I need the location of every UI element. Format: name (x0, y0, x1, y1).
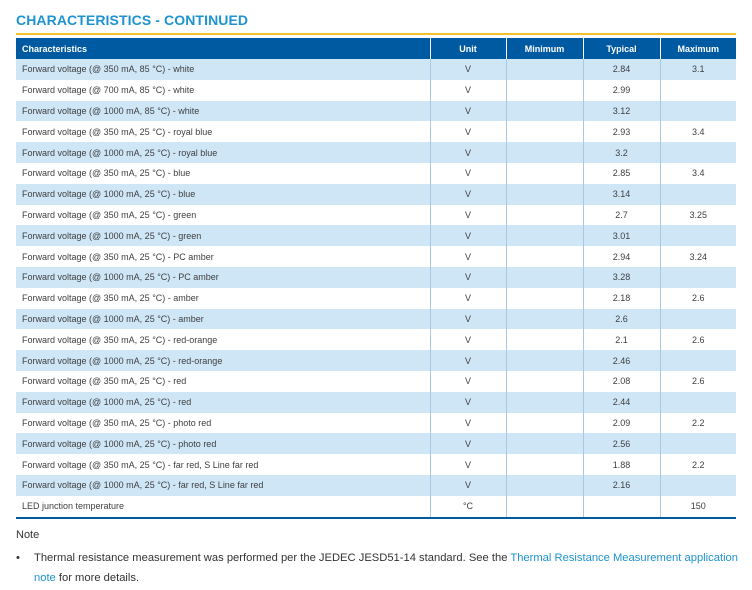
table-row (16, 413, 736, 434)
cell-minimum (506, 288, 583, 309)
header-minimum: Minimum (506, 38, 583, 59)
cell-maximum (660, 101, 736, 122)
cell-minimum (506, 163, 583, 184)
table-row (16, 101, 736, 122)
table-row (16, 59, 736, 80)
cell-unit: V (430, 267, 506, 288)
bullet-icon: • (16, 552, 20, 564)
cell-minimum (506, 496, 583, 518)
cell-typical: 2.99 (583, 80, 660, 101)
cell-maximum: 150 (660, 496, 736, 518)
table-row (16, 329, 736, 350)
cell-maximum (660, 184, 736, 205)
cell-minimum (506, 329, 583, 350)
cell-typical: 3.28 (583, 267, 660, 288)
cell-characteristic: Forward voltage (@ 350 mA, 25 °C) - red-orange (16, 329, 430, 350)
cell-unit: V (430, 329, 506, 350)
cell-typical: 2.85 (583, 163, 660, 184)
note-text-before: Thermal resistance measurement was performed per the JEDEC JESD51-14 standard. See the (34, 552, 511, 564)
cell-maximum (660, 142, 736, 163)
table-row (16, 246, 736, 267)
cell-typical: 2.93 (583, 121, 660, 142)
cell-maximum (660, 309, 736, 330)
table-row (16, 267, 736, 288)
cell-characteristic: Forward voltage (@ 350 mA, 25 °C) - far red, S Line far red (16, 454, 430, 475)
cell-maximum (660, 267, 736, 288)
cell-unit: V (430, 184, 506, 205)
cell-unit: V (430, 371, 506, 392)
cell-unit: V (430, 288, 506, 309)
cell-unit: V (430, 225, 506, 246)
cell-characteristic: Forward voltage (@ 350 mA, 25 °C) - green (16, 205, 430, 226)
cell-minimum (506, 101, 583, 122)
cell-unit: V (430, 350, 506, 371)
cell-minimum (506, 246, 583, 267)
header-characteristics: Characteristics (16, 38, 430, 59)
table-row (16, 288, 736, 309)
cell-unit: V (430, 246, 506, 267)
cell-characteristic: Forward voltage (@ 1000 mA, 25 °C) - PC amber (16, 267, 430, 288)
cell-unit: V (430, 80, 506, 101)
cell-characteristic: LED junction temperature (16, 496, 430, 518)
cell-unit: V (430, 454, 506, 475)
table-row (16, 454, 736, 475)
cell-minimum (506, 371, 583, 392)
cell-typical (583, 496, 660, 518)
cell-characteristic: Forward voltage (@ 1000 mA, 25 °C) - red-orange (16, 350, 430, 371)
table-row (16, 184, 736, 205)
cell-typical: 3.01 (583, 225, 660, 246)
cell-characteristic: Forward voltage (@ 1000 mA, 85 °C) - white (16, 101, 430, 122)
cell-characteristic: Forward voltage (@ 350 mA, 25 °C) - blue (16, 163, 430, 184)
cell-characteristic: Forward voltage (@ 350 mA, 85 °C) - white (16, 59, 430, 80)
table-row (16, 433, 736, 454)
table-row (16, 475, 736, 496)
cell-maximum: 3.25 (660, 205, 736, 226)
cell-characteristic: Forward voltage (@ 1000 mA, 25 °C) - blue (16, 184, 430, 205)
cell-characteristic: Forward voltage (@ 1000 mA, 25 °C) - red (16, 392, 430, 413)
cell-typical: 3.2 (583, 142, 660, 163)
cell-typical: 3.14 (583, 184, 660, 205)
cell-maximum (660, 475, 736, 496)
cell-typical: 3.12 (583, 101, 660, 122)
header-typical: Typical (583, 38, 660, 59)
cell-characteristic: Forward voltage (@ 350 mA, 25 °C) - PC amber (16, 246, 430, 267)
table-row (16, 225, 736, 246)
cell-minimum (506, 392, 583, 413)
cell-maximum: 3.1 (660, 59, 736, 80)
cell-typical: 1.88 (583, 454, 660, 475)
cell-typical: 2.84 (583, 59, 660, 80)
cell-minimum (506, 80, 583, 101)
section-title: CHARACTERISTICS - CONTINUED (16, 12, 249, 28)
table-row (16, 142, 736, 163)
cell-minimum (506, 309, 583, 330)
cell-maximum (660, 350, 736, 371)
cell-unit: V (430, 163, 506, 184)
table-row (16, 392, 736, 413)
title-divider (16, 33, 736, 35)
cell-maximum: 2.6 (660, 371, 736, 392)
cell-unit: V (430, 392, 506, 413)
table-row (16, 350, 736, 371)
cell-maximum: 2.2 (660, 413, 736, 434)
cell-characteristic: Forward voltage (@ 1000 mA, 25 °C) - amber (16, 309, 430, 330)
cell-characteristic: Forward voltage (@ 350 mA, 25 °C) - royal blue (16, 121, 430, 142)
cell-maximum: 3.4 (660, 163, 736, 184)
cell-unit: V (430, 475, 506, 496)
table-row (16, 121, 736, 142)
cell-minimum (506, 142, 583, 163)
cell-unit: V (430, 142, 506, 163)
cell-characteristic: Forward voltage (@ 350 mA, 25 °C) - amber (16, 288, 430, 309)
cell-typical: 2.94 (583, 246, 660, 267)
cell-characteristic: Forward voltage (@ 350 mA, 25 °C) - photo red (16, 413, 430, 434)
cell-maximum: 2.6 (660, 329, 736, 350)
thermal-resistance-link[interactable]: Thermal Resistance Measurement application note (34, 552, 739, 584)
table-header-row (16, 38, 736, 59)
note-text (34, 548, 738, 588)
cell-minimum (506, 267, 583, 288)
cell-typical: 2.1 (583, 329, 660, 350)
cell-minimum (506, 121, 583, 142)
cell-minimum (506, 225, 583, 246)
cell-maximum (660, 225, 736, 246)
table-row (16, 309, 736, 330)
table-body (16, 59, 736, 518)
table-row (16, 496, 736, 518)
cell-maximum: 2.6 (660, 288, 736, 309)
cell-maximum: 2.2 (660, 454, 736, 475)
header-unit: Unit (430, 38, 506, 59)
table-row (16, 205, 736, 226)
cell-typical: 2.44 (583, 392, 660, 413)
note-heading: Note (16, 529, 40, 541)
cell-minimum (506, 475, 583, 496)
cell-typical: 2.16 (583, 475, 660, 496)
cell-characteristic: Forward voltage (@ 1000 mA, 25 °C) - far red, S Line far red (16, 475, 430, 496)
cell-typical: 2.56 (583, 433, 660, 454)
cell-unit: °C (430, 496, 506, 518)
cell-maximum (660, 80, 736, 101)
cell-characteristic: Forward voltage (@ 1000 mA, 25 °C) - royal blue (16, 142, 430, 163)
cell-unit: V (430, 205, 506, 226)
cell-minimum (506, 433, 583, 454)
header-maximum: Maximum (660, 38, 736, 59)
cell-characteristic: Forward voltage (@ 350 mA, 25 °C) - red (16, 371, 430, 392)
cell-minimum (506, 350, 583, 371)
note-text-after: for more details. (55, 572, 140, 584)
cell-maximum: 3.24 (660, 246, 736, 267)
cell-typical: 2.7 (583, 205, 660, 226)
cell-characteristic: Forward voltage (@ 700 mA, 85 °C) - white (16, 80, 430, 101)
cell-unit: V (430, 121, 506, 142)
cell-typical: 2.08 (583, 371, 660, 392)
cell-characteristic: Forward voltage (@ 1000 mA, 25 °C) - photo red (16, 433, 430, 454)
cell-unit: V (430, 433, 506, 454)
cell-typical: 2.18 (583, 288, 660, 309)
table-row (16, 163, 736, 184)
cell-minimum (506, 59, 583, 80)
cell-minimum (506, 454, 583, 475)
cell-unit: V (430, 413, 506, 434)
cell-maximum: 3.4 (660, 121, 736, 142)
cell-characteristic: Forward voltage (@ 1000 mA, 25 °C) - green (16, 225, 430, 246)
cell-minimum (506, 413, 583, 434)
cell-unit: V (430, 101, 506, 122)
cell-unit: V (430, 59, 506, 80)
table-row (16, 371, 736, 392)
table-row (16, 80, 736, 101)
characteristics-table (16, 38, 736, 519)
cell-maximum (660, 433, 736, 454)
cell-minimum (506, 205, 583, 226)
cell-typical: 2.09 (583, 413, 660, 434)
cell-typical: 2.6 (583, 309, 660, 330)
note-item (16, 548, 738, 588)
cell-typical: 2.46 (583, 350, 660, 371)
cell-unit: V (430, 309, 506, 330)
cell-maximum (660, 392, 736, 413)
cell-minimum (506, 184, 583, 205)
